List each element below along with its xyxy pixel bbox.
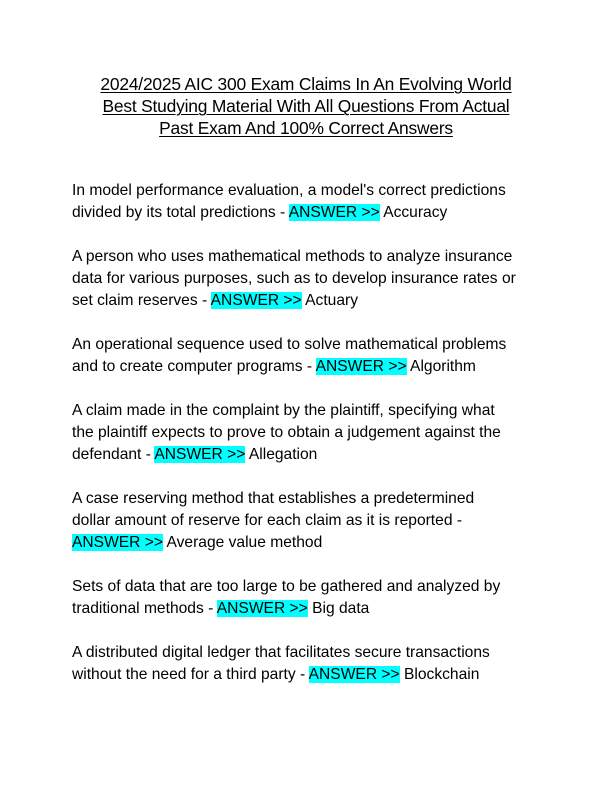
question-text: and to create computer programs - bbox=[72, 358, 316, 375]
qa-item bbox=[72, 488, 552, 554]
qa-answer-line bbox=[72, 664, 552, 686]
qa-question-line bbox=[72, 400, 552, 422]
answer-text: Actuary bbox=[305, 292, 359, 309]
qa-question-line bbox=[72, 642, 552, 664]
qa-item bbox=[72, 642, 552, 686]
answer-text: Average value method bbox=[166, 534, 323, 551]
qa-answer-line bbox=[72, 444, 552, 466]
qa-question-line bbox=[72, 246, 552, 268]
title-line-3: Past Exam And 100% Correct Answers bbox=[159, 118, 453, 138]
answer-text: Algorithm bbox=[410, 358, 476, 375]
qa-question-line bbox=[72, 510, 552, 532]
question-text: A case reserving method that establishes a predetermined bbox=[72, 490, 475, 507]
question-text: defendant - bbox=[72, 446, 155, 463]
qa-item bbox=[72, 400, 552, 466]
question-text: data for various purposes, such as to develop insurance rates or bbox=[72, 270, 516, 287]
qa-item bbox=[72, 576, 552, 620]
qa-question-line bbox=[72, 268, 552, 290]
answer-text: Blockchain bbox=[403, 666, 480, 683]
qa-question-line bbox=[72, 334, 552, 356]
answer-marker: ANSWER >> bbox=[154, 446, 246, 463]
answer-marker: ANSWER >> bbox=[308, 666, 400, 683]
question-text: set claim reserves - bbox=[72, 292, 211, 309]
qa-answer-line bbox=[72, 202, 552, 224]
qa-question-line bbox=[72, 488, 552, 510]
title-line-1: 2024/2025 AIC 300 Exam Claims In An Evolving World bbox=[100, 74, 512, 94]
qa-answer-line bbox=[72, 532, 552, 554]
qa-question-line bbox=[72, 576, 552, 598]
answer-marker: ANSWER >> bbox=[210, 292, 302, 309]
question-text: Sets of data that are too large to be gathered and analyzed by bbox=[72, 578, 501, 595]
question-text: dollar amount of reserve for each claim as it is reported - bbox=[72, 512, 463, 529]
qa-item bbox=[72, 246, 552, 312]
answer-marker: ANSWER >> bbox=[216, 600, 308, 617]
answer-text: Allegation bbox=[248, 446, 318, 463]
question-text: without the need for a third party - bbox=[72, 666, 309, 683]
question-text: A distributed digital ledger that facilitates secure transactions bbox=[72, 644, 490, 661]
answer-text: Big data bbox=[312, 600, 370, 617]
qa-answer-line bbox=[72, 356, 552, 378]
title-line-2: Best Studying Material With All Questions From Actual bbox=[102, 96, 510, 116]
question-text: the plaintiff expects to prove to obtain a judgement against the bbox=[72, 424, 501, 441]
qa-answer-line bbox=[72, 598, 552, 620]
answer-marker: ANSWER >> bbox=[315, 358, 407, 375]
question-text: A claim made in the complaint by the plaintiff, specifying what bbox=[72, 402, 495, 419]
qa-question-line bbox=[72, 180, 552, 202]
answer-marker: ANSWER >> bbox=[288, 204, 380, 221]
qa-answer-line bbox=[72, 290, 552, 312]
qa-item bbox=[72, 180, 552, 224]
question-text: traditional methods - bbox=[72, 600, 217, 617]
question-text: divided by its total predictions - bbox=[72, 204, 289, 221]
question-text: An operational sequence used to solve mathematical problems bbox=[72, 336, 507, 353]
document-title bbox=[62, 73, 550, 139]
question-text: In model performance evaluation, a model's correct predictions bbox=[72, 182, 506, 199]
question-answer-list bbox=[72, 180, 552, 708]
qa-question-line bbox=[72, 422, 552, 444]
question-text: A person who uses mathematical methods to analyze insurance bbox=[72, 248, 513, 265]
answer-marker: ANSWER >> bbox=[72, 534, 163, 551]
qa-item bbox=[72, 334, 552, 378]
answer-text: Accuracy bbox=[383, 204, 448, 221]
